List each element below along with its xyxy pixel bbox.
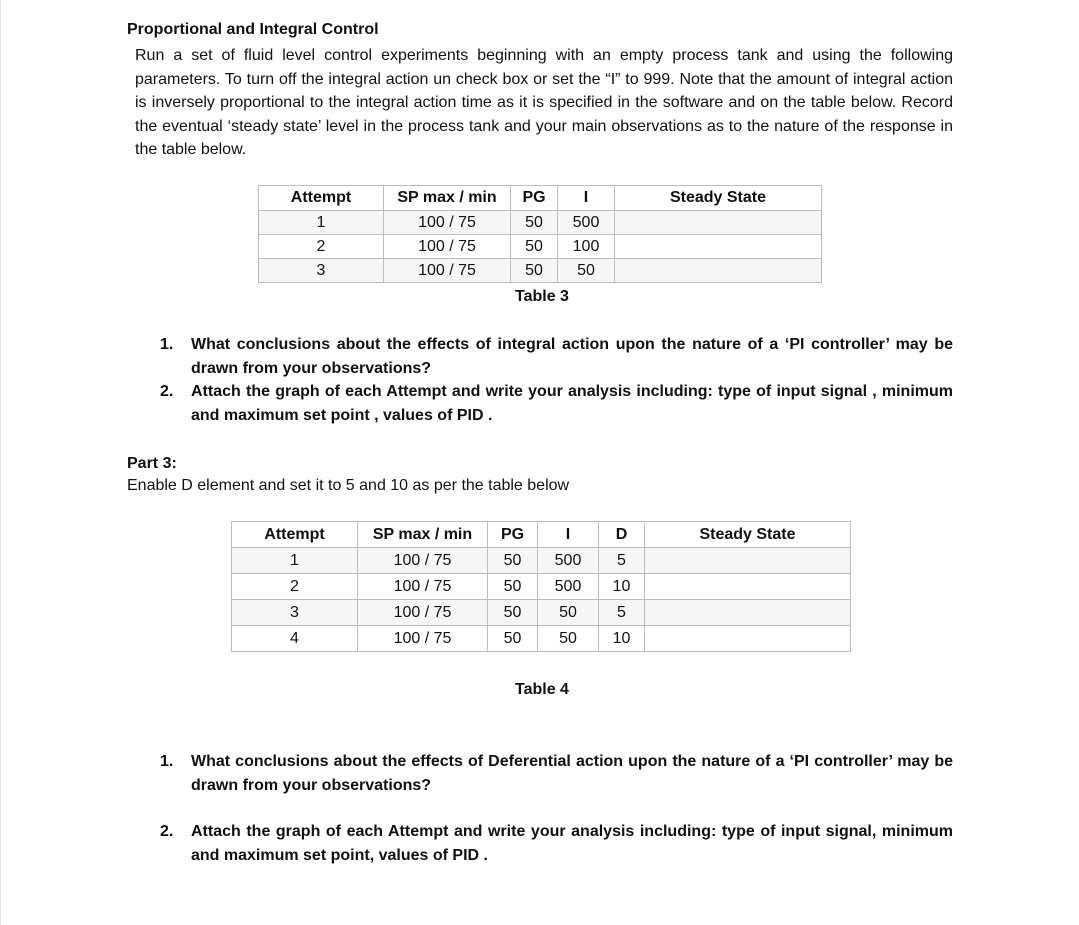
table-3-header-pg: PG: [511, 186, 558, 211]
table-4-cell-attempt: 2: [232, 574, 358, 600]
section-title: Proportional and Integral Control: [127, 21, 379, 38]
question-text: What conclusions about the effects of integral action upon the nature of a ‘PI controller’ may be drawn from your observations?: [191, 336, 953, 377]
table-3-cell-pg: 50: [511, 259, 558, 283]
part-3-heading: Part 3:: [127, 455, 177, 472]
question-number: 2.: [160, 823, 174, 840]
table-row: [232, 600, 851, 626]
table-row: [232, 548, 851, 574]
table-3-cell-steady-state: [615, 211, 822, 235]
question-number: 1.: [160, 336, 174, 353]
table-3-cell-attempt: 2: [259, 235, 384, 259]
table-4-header-i: I: [538, 522, 599, 548]
table-3-cell-sp: 100 / 75: [384, 259, 511, 283]
list-item: [160, 380, 953, 427]
question-text: Attach the graph of each Attempt and write your analysis including: type of input signal , minimum and maximum set point , values of PID .: [191, 383, 953, 424]
table-3-caption: Table 3: [515, 288, 569, 305]
table-4: [231, 521, 851, 652]
table-4-cell-d: 5: [599, 548, 645, 574]
table-4-cell-pg: 50: [488, 600, 538, 626]
table-4-cell-pg: 50: [488, 574, 538, 600]
table-4-cell-i: 500: [538, 548, 599, 574]
table-4-cell-sp: 100 / 75: [358, 626, 488, 652]
table-4-cell-steady-state: [645, 548, 851, 574]
table-4-cell-pg: 50: [488, 548, 538, 574]
page-edge: [0, 0, 1, 925]
question-number: 2.: [160, 383, 174, 400]
table-4-cell-steady-state: [645, 600, 851, 626]
table-3-header-row: [259, 186, 822, 211]
table-4-cell-attempt: 4: [232, 626, 358, 652]
table-3-cell-sp: 100 / 75: [384, 211, 511, 235]
table-4-cell-d: 10: [599, 626, 645, 652]
table-4-header-sp: SP max / min: [358, 522, 488, 548]
table-3-cell-i: 50: [558, 259, 615, 283]
question-text: Attach the graph of each Attempt and write your analysis including: type of input signal, minimum and maximum set point, values of PID .: [191, 823, 953, 864]
list-item: [160, 820, 953, 867]
table-3-header-i: I: [558, 186, 615, 211]
table-4-cell-steady-state: [645, 626, 851, 652]
table-3-cell-attempt: 1: [259, 211, 384, 235]
table-row: [259, 235, 822, 259]
table-4-header-pg: PG: [488, 522, 538, 548]
question-text: What conclusions about the effects of Deferential action upon the nature of a ‘PI controller’ may be drawn from your observations?: [191, 753, 953, 794]
table-4-cell-i: 50: [538, 626, 599, 652]
table-3-cell-i: 500: [558, 211, 615, 235]
table-4-cell-sp: 100 / 75: [358, 600, 488, 626]
table-row: [232, 626, 851, 652]
question-number: 1.: [160, 753, 174, 770]
table-4-cell-steady-state: [645, 574, 851, 600]
table-4-header-steady-state: Steady State: [645, 522, 851, 548]
part-3-questions: [160, 750, 953, 867]
table-4-cell-i: 500: [538, 574, 599, 600]
table-3-cell-pg: 50: [511, 235, 558, 259]
table-4-cell-d: 5: [599, 600, 645, 626]
list-item: [160, 750, 953, 797]
table-3-cell-pg: 50: [511, 211, 558, 235]
table-row: [259, 259, 822, 283]
table-3: [258, 185, 822, 283]
table-4-cell-d: 10: [599, 574, 645, 600]
table-4-cell-sp: 100 / 75: [358, 548, 488, 574]
table-3-cell-steady-state: [615, 259, 822, 283]
table-3-cell-attempt: 3: [259, 259, 384, 283]
table-4-cell-attempt: 3: [232, 600, 358, 626]
table-4-cell-attempt: 1: [232, 548, 358, 574]
table-3-cell-sp: 100 / 75: [384, 235, 511, 259]
table-4-header-d: D: [599, 522, 645, 548]
table-4-header-attempt: Attempt: [232, 522, 358, 548]
table-3-header-steady-state: Steady State: [615, 186, 822, 211]
table-3-header-attempt: Attempt: [259, 186, 384, 211]
table-3-cell-i: 100: [558, 235, 615, 259]
table-4-caption: Table 4: [515, 681, 569, 698]
part-2-questions: [160, 333, 953, 427]
part-3-intro: Enable D element and set it to 5 and 10 as per the table below: [127, 477, 570, 494]
table-4-header-row: [232, 522, 851, 548]
table-3-cell-steady-state: [615, 235, 822, 259]
table-4-cell-pg: 50: [488, 626, 538, 652]
table-4-cell-sp: 100 / 75: [358, 574, 488, 600]
table-3-header-sp: SP max / min: [384, 186, 511, 211]
intro-paragraph: Run a set of fluid level control experiments beginning with an empty process tank and using the following parameters. To turn off the integral action un check box or set the “I” to 999. Note that the amount of integral action is inversely proportional to the integral action time as it is specified in the software and on the table below. Record the eventual ‘steady state’ level in the process tank and your main observations as to the nature of the response in the table below.: [135, 47, 953, 158]
table-4-cell-i: 50: [538, 600, 599, 626]
list-item: [160, 333, 953, 380]
table-row: [259, 211, 822, 235]
table-row: [232, 574, 851, 600]
